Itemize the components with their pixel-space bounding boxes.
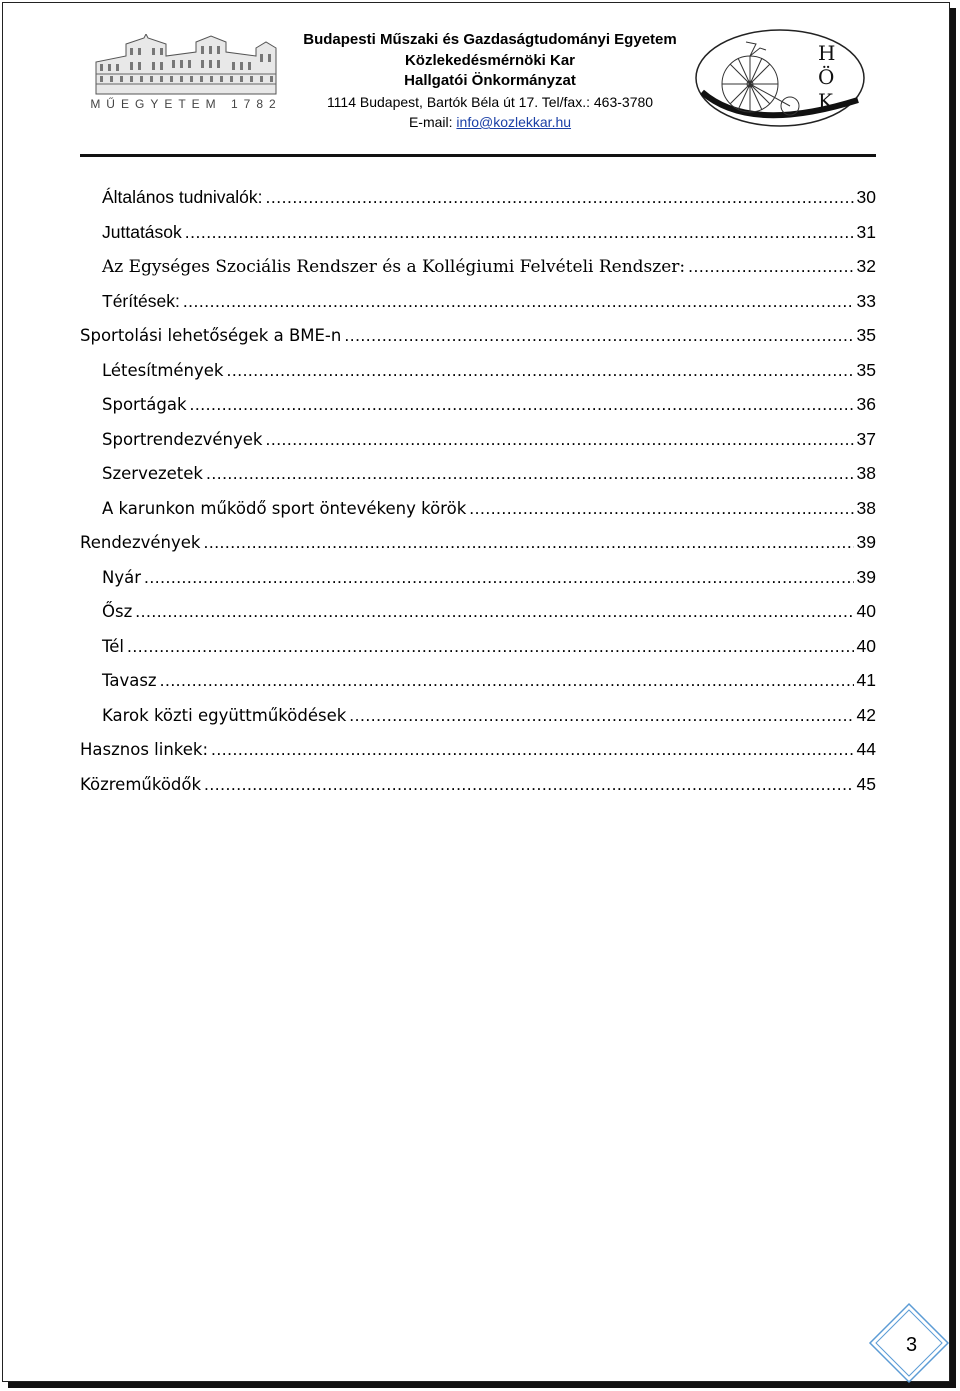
toc-entry[interactable] [80,663,876,698]
bme-logo-text: MŰEGYETEM 1782 [90,97,282,111]
toc-entry[interactable] [80,318,876,353]
toc-entry[interactable] [80,456,876,491]
hok-logo [690,26,870,136]
toc-leader [206,456,854,491]
toc-entry-page: 40 [856,635,876,656]
toc-entry-page: 44 [856,739,876,759]
toc-leader [127,629,854,664]
toc-entry[interactable] [80,353,876,388]
header-rule [80,154,876,157]
toc-entry-title: Térítések: [102,290,180,311]
toc-entry-page: 40 [856,601,876,621]
toc-leader [266,180,854,215]
toc-entry[interactable] [80,284,876,319]
toc-entry-page: 39 [856,532,876,552]
toc-entry-page: 32 [856,256,876,276]
toc-entry-title: Ősz [102,602,133,621]
toc-leader [160,663,854,698]
toc-entry[interactable] [80,560,876,595]
toc-entry[interactable] [80,525,876,560]
toc-leader [135,594,853,629]
toc-entry[interactable] [80,732,876,767]
toc-entry-page: 38 [856,463,876,483]
toc-entry-title: Tavasz [102,671,157,690]
toc-entry-page: 30 [856,187,876,207]
toc-leader [144,560,854,595]
hok-letter-h: H [818,41,836,65]
toc-leader [203,525,853,560]
university-name: Budapesti Műszaki és Gazdaságtudományi Egyetem [303,31,677,48]
page-shadow-bottom [8,1382,956,1388]
toc-leader [183,284,854,319]
toc-leader [688,249,853,284]
faculty-name: Közlekedésmérnöki Kar [404,51,576,69]
toc-entry-title: Az Egységes Szociális Rendszer és a Kollégiumi Felvételi Rendszer: [102,257,686,277]
toc-entry[interactable] [80,180,876,215]
toc-entry[interactable] [80,594,876,629]
toc-leader [190,387,854,422]
toc-entry-title: Karok közti együttműködések [102,705,347,725]
email-link[interactable]: info@kozlekkar.hu [456,114,572,130]
toc-entry[interactable] [80,767,876,802]
toc-entry[interactable] [80,422,876,457]
toc-entry-title: Sportágak [102,395,187,414]
toc-entry-page: 31 [856,221,876,242]
bme-logo [86,34,286,114]
table-of-contents [80,180,876,801]
toc-entry-title: Közreműködők [80,774,202,794]
toc-entry-title: Rendezvények [80,533,201,552]
toc-leader [204,767,853,802]
toc-entry-title: Hasznos linkek: [80,740,209,759]
page-number: 3 [906,1334,918,1356]
toc-entry-title: A karunkon működő sport öntevékeny körök [102,498,467,518]
toc-entry-page: 37 [856,428,876,449]
toc-leader [469,491,853,526]
toc-leader [344,318,853,353]
header-text [290,30,690,133]
toc-leader [226,353,853,388]
toc-entry-page: 41 [856,670,876,690]
toc-leader [185,215,854,250]
toc-entry-title: Tél [102,636,125,656]
email-line [290,112,690,133]
toc-entry-title: Létesítmények [102,360,224,380]
toc-entry-page: 38 [856,497,876,518]
toc-entry[interactable] [80,629,876,664]
hok-letter-o: Ö [818,65,835,89]
toc-leader [265,422,853,457]
toc-entry-page: 33 [856,290,876,311]
toc-entry[interactable] [80,387,876,422]
toc-entry[interactable] [80,249,876,284]
toc-entry-page: 42 [856,704,876,725]
toc-entry[interactable] [80,215,876,250]
student-union-name: Hallgatói Önkormányzat [404,72,576,89]
toc-entry-title: Nyár [102,567,142,587]
toc-entry[interactable] [80,698,876,733]
toc-entry-title: Szervezetek [102,464,203,483]
toc-leader [349,698,853,733]
toc-entry-title: Sportrendezvények [102,429,263,449]
toc-leader [211,732,854,767]
toc-entry-title: Általános tudnivalók: [102,187,263,207]
toc-entry-page: 39 [856,566,876,587]
toc-entry-page: 36 [856,394,876,414]
hok-letter-k: K [818,89,833,113]
email-label: E-mail: [408,114,453,130]
address: 1114 Budapest, Bartók Béla út 17. Tel/fax.: 463-3780 [326,93,654,110]
toc-entry-title: Sportolási lehetőségek a BME-n [80,326,342,345]
toc-entry-page: 35 [856,359,876,380]
toc-entry[interactable] [80,491,876,526]
toc-entry-page: 35 [856,325,876,345]
toc-entry-title: Juttatások [102,221,182,242]
toc-entry-page: 45 [856,773,876,794]
page-shadow-right [950,8,956,1388]
